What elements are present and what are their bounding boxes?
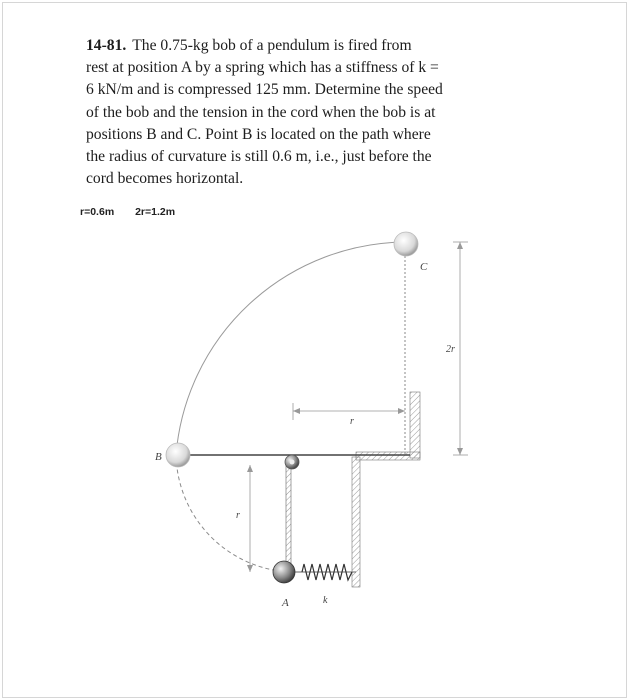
peg-center [290, 460, 295, 465]
problem-line-5: positions B and C. Point B is located on the path where [86, 125, 431, 143]
peg-post [286, 462, 291, 572]
label-C: C [420, 261, 428, 273]
path-arc-upper [176, 242, 406, 455]
note-r-value: r=0.6m [80, 206, 115, 218]
label-r-left: r [236, 510, 240, 521]
problem-line-3: 6 kN/m and is compressed 125 mm. Determine the speed [86, 81, 443, 99]
dim-r-top-arrow-right [398, 408, 405, 414]
dim-2r-arrow-top [457, 242, 463, 249]
wall-vertical-upper [410, 392, 420, 458]
label-A: A [282, 597, 289, 609]
path-arc-lower [176, 455, 290, 572]
note-2r-value: 2r=1.2m [135, 206, 176, 218]
problem-number: 14-81. [86, 37, 127, 54]
label-k: k [323, 595, 328, 606]
problem-line-6: the radius of curvature is still 0.6 m, i.e., just before the [86, 148, 432, 166]
problem-line-7: cord becomes horizontal. [86, 170, 244, 188]
dim-r-left-arrow-bottom [247, 565, 253, 572]
bob-at-C [394, 232, 418, 256]
label-B: B [155, 451, 162, 463]
dim-2r-arrow-bottom [457, 448, 463, 455]
problem-line-4: of the bob and the tension in the cord when the bob is at [86, 103, 436, 121]
problem-line-1: 14-81. The 0.75-kg bob of a pendulum is fired from [86, 37, 412, 54]
label-r-top: r [350, 416, 354, 427]
dim-r-top-arrow-left [293, 408, 300, 414]
wall-vertical-lower [352, 457, 360, 587]
label-2r: 2r [446, 344, 455, 355]
problem-line-2: rest at position A by a spring which has a stiffness of k = [86, 59, 439, 77]
wall-horizontal [356, 452, 420, 460]
bob-at-B [166, 443, 190, 467]
dim-r-left-arrow-top [247, 465, 253, 472]
bob-at-A [273, 561, 295, 583]
